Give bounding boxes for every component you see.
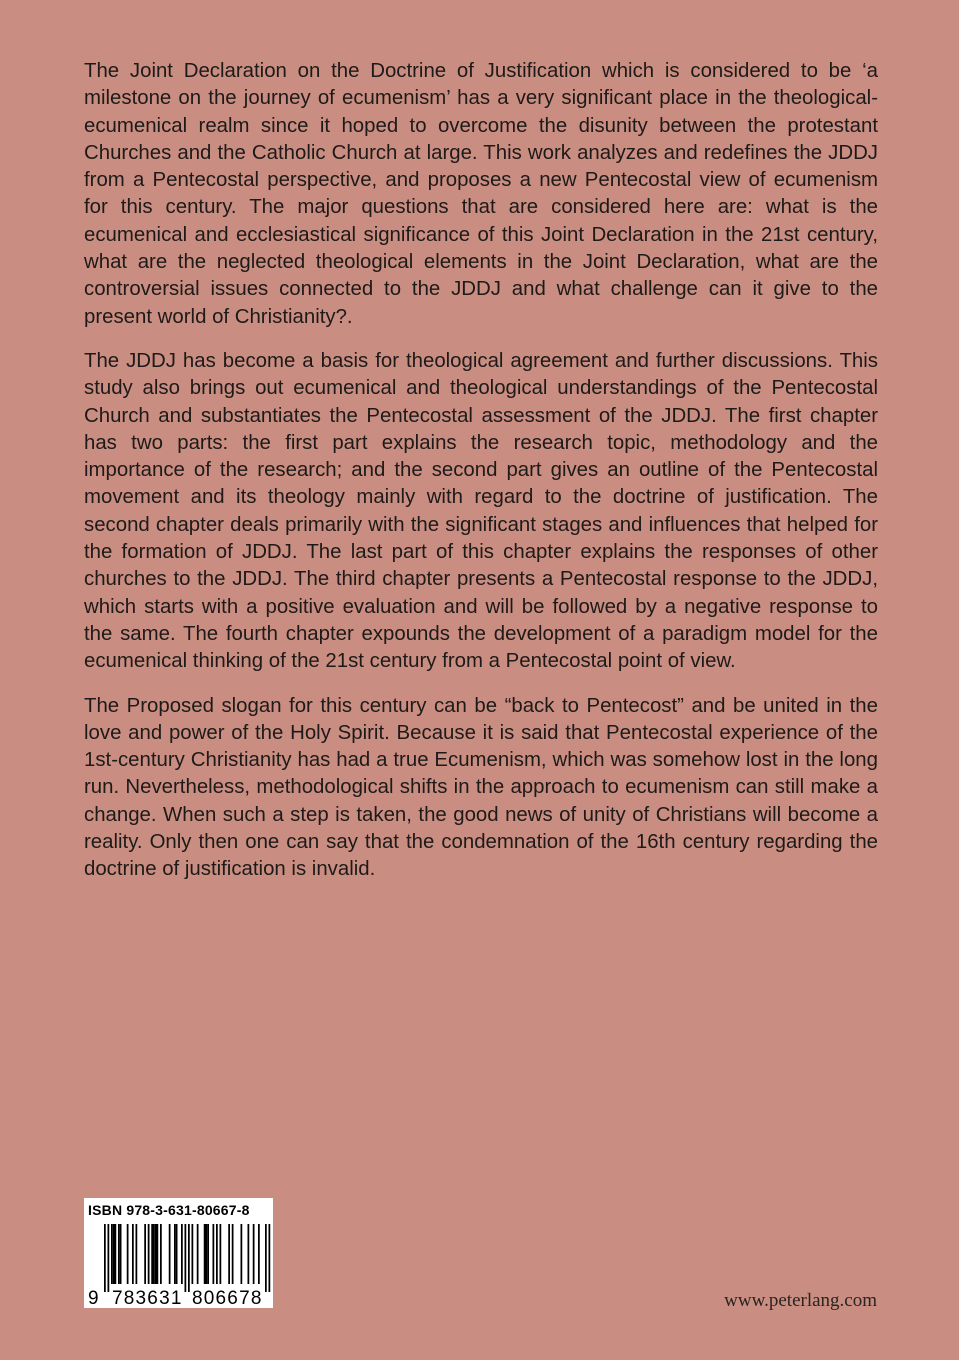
barcode-bar (115, 1224, 117, 1284)
barcode-bar (206, 1224, 208, 1284)
barcode-bar (169, 1224, 171, 1284)
barcode-bar (136, 1224, 138, 1284)
barcode-bar (185, 1224, 187, 1292)
barcode-bar (148, 1224, 150, 1284)
barcode-bar (188, 1224, 190, 1292)
barcode-bar (265, 1224, 267, 1292)
barcode-bar (127, 1224, 129, 1284)
blurb-paragraph-1: The Joint Declaration on the Doctrine of Justification which is considered to be ‘a milestone on the journey of ecumenism’ has a very significant place in the theological-ecumenical realm since it hoped to overcome the disunity between the protestant Churches and the Catholic Church at large. This work analyzes and redefines the JDDJ from a Pentecostal perspective, and proposes a new Pentecostal view of ecumenism for this century. The major questions that are considered here are: what is the ecumenical and ecclesiastical significance of this Joint Declaration in the 21st century, what are the neglected theological elements in the Joint Declaration, what are the controversial issues connected to the JDDJ and what challenge can it give to the present world of Christianity?. (84, 60, 878, 328)
barcode-bar (232, 1224, 234, 1284)
barcode-bar (213, 1224, 215, 1284)
barcode-bar (253, 1224, 255, 1284)
blurb-paragraph-3: The Proposed slogan for this century can be “back to Pentecost” and be united in the love and power of the Holy Spirit. Because it is said that Pentecostal experience of the 1st-century Christianity has had a true Ecumenism, which was somehow lost in the long run. Nevertheless, methodological shifts in the approach to ecumenism can still make a change. When such a step is taken, the good news of unity of Christians will become a reality. Only then one can say that the condemnation of the 16th century regarding the doctrine of justification is invalid. (84, 694, 878, 881)
barcode-bar (120, 1224, 122, 1284)
barcode-first-digit: 9 (88, 1288, 99, 1308)
isbn-label: ISBN 978-3-631-80667-8 (88, 1202, 250, 1218)
barcode-bar (197, 1224, 199, 1284)
barcode-bar (160, 1224, 162, 1284)
barcode-right-digits: 806678 (192, 1288, 263, 1308)
blurb-paragraph-2: The JDDJ has become a basis for theological agreement and further discussions. This study also brings out ecumenical and theological understandings of the Pentecostal Church and substantiates the Pentecostal assessment of the JDDJ. The first chapter has two parts: the first part explains the research topic, methodology and the importance of the research; and the second part gives an outline of the Pentecostal movement and its theology mainly with regard to the doctrine of justification. The second chapter deals primarily with the significant stages and influences that helped for the formation of JDDJ. The last part of this chapter explains the responses of other churches to the JDDJ. The third chapter presents a Pentecostal response to the JDDJ, which starts with a positive evaluation and will be followed by a negative response to the same. The fourth chapter expounds the development of a paradigm model for the ecumenical thinking of the 21st century from a Pentecostal point of view. (84, 349, 878, 673)
barcode-bar (192, 1224, 194, 1284)
barcode-bar (241, 1224, 243, 1284)
barcode-bar (220, 1224, 222, 1284)
barcode-graphic (84, 1222, 273, 1308)
barcode-bar (113, 1224, 115, 1284)
barcode-bar (176, 1224, 178, 1284)
isbn-barcode (84, 1198, 273, 1308)
barcode-bar (104, 1224, 106, 1292)
back-cover-blurb (84, 58, 878, 901)
barcode-bar (228, 1224, 230, 1284)
barcode-bar (207, 1224, 209, 1284)
barcode-bar (258, 1224, 260, 1284)
barcode-bar (269, 1224, 271, 1292)
barcode-bar (118, 1224, 120, 1284)
barcode-bar (248, 1224, 250, 1284)
barcode-bar (157, 1224, 159, 1284)
barcode-bar (111, 1224, 113, 1284)
publisher-url[interactable]: www.peterlang.com (724, 1290, 877, 1311)
barcode-bar (204, 1224, 206, 1284)
barcode-bar (216, 1224, 218, 1284)
barcode-bar (108, 1224, 110, 1292)
barcode-bar (151, 1224, 153, 1284)
barcode-bar (144, 1224, 146, 1284)
barcode-bars (104, 1224, 270, 1292)
barcode-bar (174, 1224, 176, 1284)
barcode-bar (155, 1224, 157, 1284)
barcode-left-digits: 783631 (112, 1288, 183, 1308)
barcode-bar (132, 1224, 134, 1284)
barcode-bar (153, 1224, 155, 1284)
barcode-bar (181, 1224, 183, 1284)
